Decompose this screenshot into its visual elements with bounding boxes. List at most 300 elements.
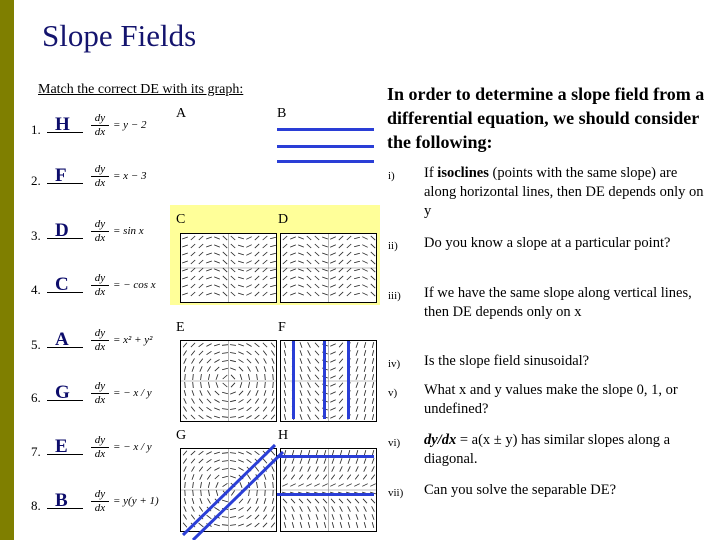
slope-field-h (280, 448, 377, 532)
slope-tick (372, 514, 374, 520)
slope-tick (183, 407, 186, 412)
slope-tick (308, 398, 311, 403)
slope-tick (300, 374, 302, 380)
slope-tick (214, 261, 220, 263)
slope-tick (330, 352, 335, 354)
slope-tick (191, 252, 195, 256)
slope-tick (299, 499, 303, 503)
slope-tick (372, 522, 374, 528)
slope-tick (248, 382, 249, 388)
slope-tick (347, 475, 351, 480)
slope-tick (307, 284, 311, 288)
slope-tick (230, 368, 236, 370)
slope-tick (206, 245, 212, 247)
row-answer: E (55, 436, 68, 457)
slope-tick (315, 351, 319, 356)
slope-tick (191, 236, 195, 240)
slope-tick (356, 398, 358, 404)
slope-tick (354, 253, 360, 255)
slope-tick (323, 475, 327, 480)
slope-field-c (180, 233, 277, 303)
slope-tick (291, 499, 295, 503)
slope-tick (356, 358, 358, 364)
slope-tick (191, 351, 195, 356)
slope-tick (308, 506, 311, 511)
slope-tick (354, 261, 360, 263)
slope-tick (200, 390, 202, 395)
slope-tick (201, 374, 202, 380)
slope-tick (292, 466, 295, 471)
slope-tick (284, 374, 285, 380)
match-row-3: 3. D $\frac{dy}{dx}$ = sin x (31, 218, 144, 244)
row-answer: D (55, 220, 69, 241)
slope-tick (372, 350, 373, 356)
slope-tick (239, 391, 243, 395)
slope-tick (330, 484, 335, 487)
row-answer: C (55, 274, 69, 295)
slope-tick (356, 350, 358, 356)
slope-tick (316, 522, 318, 528)
slope-tick (208, 382, 209, 388)
slope-tick (223, 375, 228, 379)
slope-tick (371, 475, 375, 480)
consider-heading: In order to determine a slope field from a differential equation, we should consider the following: (387, 84, 705, 152)
slope-tick (222, 353, 228, 354)
slope-tick (272, 398, 274, 403)
row-number: 8. (31, 498, 41, 513)
row-answer: F (55, 165, 67, 186)
slope-tick (299, 475, 303, 480)
slope-tick (223, 252, 227, 256)
slope-tick (214, 269, 220, 271)
row-number: 6. (31, 390, 41, 405)
slope-tick (255, 359, 258, 364)
slope-tick (298, 253, 304, 255)
slope-tick (223, 236, 227, 240)
slope-tick (371, 284, 375, 288)
slope-tick (283, 268, 287, 272)
slope-tick (307, 268, 311, 272)
slope-tick (300, 390, 302, 396)
slope-tick (347, 499, 351, 503)
slope-tick (290, 269, 296, 271)
slope-tick (290, 285, 296, 287)
slope-tick (246, 253, 251, 256)
slope-tick (238, 261, 244, 263)
slope-tick (182, 285, 188, 287)
slope-tick (238, 344, 244, 346)
slope-tick (214, 400, 219, 403)
slope-tick (322, 285, 328, 287)
slope-tick (315, 284, 319, 288)
slope-tick (231, 260, 235, 264)
slope-tick (184, 398, 187, 403)
slope-tick (191, 415, 195, 419)
slope-tick (315, 252, 319, 256)
slope-tick (332, 506, 335, 511)
slope-tick (322, 261, 328, 263)
slope-tick (356, 366, 358, 372)
slope-tick (330, 376, 335, 378)
slope-tick (292, 458, 294, 464)
slope-tick (354, 484, 359, 487)
slope-tick (315, 407, 319, 412)
slope-tick (247, 407, 252, 411)
slope-tick (255, 292, 259, 296)
slope-tick (247, 399, 251, 403)
slope-tick (324, 522, 326, 528)
slope-tick (230, 400, 236, 401)
slope-tick (322, 253, 328, 255)
slope-tick (183, 351, 186, 356)
slope-field-d (280, 233, 377, 303)
slope-tick (362, 237, 367, 240)
slope-tick (292, 506, 295, 511)
slope-tick (307, 244, 311, 248)
slope-tick (231, 244, 235, 248)
slope-tick (214, 237, 220, 239)
row-answer: G (55, 382, 70, 403)
slope-tick (356, 342, 358, 348)
slope-tick (330, 416, 335, 418)
slope-tick (183, 343, 187, 348)
slope-tick (316, 514, 318, 520)
slope-tick (355, 475, 359, 480)
slope-tick (206, 344, 211, 347)
slope-tick (193, 382, 194, 388)
slope-tick (291, 475, 295, 480)
slope-tick (308, 414, 311, 419)
slope-tick (300, 514, 302, 520)
slope-tick (271, 415, 275, 420)
slope-tick (206, 293, 212, 295)
slope-tick (201, 382, 202, 388)
slope-tick (339, 407, 343, 412)
match-instructions: Match the correct DE with its graph: (38, 82, 244, 97)
slope-tick (192, 366, 194, 372)
slope-tick (364, 406, 366, 412)
slope-tick (363, 499, 367, 503)
slope-tick (184, 366, 186, 372)
slope-tick (239, 399, 244, 402)
row-number: 4. (31, 282, 41, 297)
slope-tick (182, 237, 188, 239)
page-title: Slope Fields (42, 18, 197, 53)
slope-tick (257, 374, 258, 380)
slope-tick (300, 522, 302, 528)
slope-tick (207, 366, 210, 371)
slope-tick (340, 522, 342, 528)
slope-tick (364, 522, 366, 528)
slope-tick (372, 506, 375, 511)
slope-tick (332, 514, 334, 520)
slope-tick (316, 466, 319, 471)
slope-tick (330, 392, 335, 394)
plot-label-d: D (278, 212, 289, 227)
slope-tick (230, 353, 236, 354)
slope-tick (238, 269, 244, 271)
match-row-7: 7. E $\frac{dy}{dx}$ = − x / y (31, 434, 152, 460)
slope-tick (364, 350, 366, 356)
slope-tick (307, 499, 311, 503)
plot-label-e: E (176, 320, 185, 335)
slope-tick (324, 458, 326, 464)
slope-tick (264, 366, 266, 372)
slope-tick (338, 484, 343, 487)
slope-tick (332, 458, 334, 464)
slope-tick (362, 261, 367, 264)
slope-tick (339, 391, 343, 396)
slope-tick (331, 499, 335, 503)
slope-tick (290, 484, 295, 487)
slope-tick (185, 382, 186, 388)
slope-tick (263, 407, 267, 412)
slope-tick (290, 237, 296, 239)
slope-tick (206, 253, 212, 255)
slope-tick (364, 342, 366, 348)
slope-field-e (180, 340, 277, 422)
slope-tick (214, 352, 220, 354)
slope-tick (339, 375, 343, 380)
slope-tick (371, 244, 375, 248)
slope-tick (272, 366, 274, 372)
slope-tick (199, 284, 203, 288)
match-row-4: 4. C $\frac{dy}{dx}$ = − cos x (31, 272, 156, 298)
slope-tick (255, 343, 260, 347)
slope-tick (292, 514, 294, 520)
match-row-1: 1. H $\frac{dy}{dx}$ = y − 2 (31, 112, 147, 138)
slope-tick (371, 236, 375, 240)
slope-tick (315, 292, 319, 296)
match-row-2: 2. F $\frac{dy}{dx}$ = x − 3 (31, 163, 147, 189)
slope-tick (199, 292, 203, 296)
slope-tick (322, 277, 328, 279)
slope-tick (263, 244, 268, 248)
slope-tick (330, 261, 336, 263)
slope-tick (331, 475, 335, 480)
slope-tick (284, 414, 285, 420)
slope-tick (182, 277, 188, 279)
slope-tick (255, 399, 258, 404)
plot-label-c: C (176, 212, 186, 227)
slope-tick (271, 351, 274, 356)
plot-label-b: B (277, 106, 287, 121)
annotation-line (277, 160, 374, 163)
slope-tick (207, 407, 212, 410)
slope-tick (270, 277, 276, 279)
slope-tick (300, 398, 302, 404)
slope-tick (300, 406, 302, 412)
slope-tick (192, 358, 195, 363)
slope-tick (255, 276, 259, 280)
slope-tick (372, 374, 373, 380)
slope-tick (330, 293, 336, 295)
slope-tick (354, 285, 360, 287)
slope-tick (270, 237, 276, 239)
slope-tick (340, 466, 343, 471)
slope-tick (246, 245, 251, 248)
slope-tick (314, 484, 319, 487)
slope-tick (300, 366, 302, 372)
slope-tick (231, 252, 235, 256)
slope-tick (199, 268, 203, 272)
slope-tick (246, 344, 251, 347)
slope-tick (184, 390, 186, 396)
slope-tick (248, 390, 251, 395)
slope-tick (324, 466, 327, 471)
slope-tick (284, 366, 285, 372)
slope-tick (308, 350, 311, 355)
slope-tick (372, 398, 373, 404)
slope-tick (199, 399, 203, 404)
slope-tick (323, 499, 327, 503)
slope-tick (332, 466, 335, 471)
diagonal-annotation (175, 440, 285, 540)
slope-tick (371, 276, 375, 280)
slope-tick (238, 237, 244, 239)
slope-tick (255, 415, 260, 419)
slope-tick (223, 260, 227, 264)
row-number: 5. (31, 337, 41, 352)
slope-tick (284, 350, 285, 356)
slope-tick (307, 292, 311, 296)
slope-tick (315, 244, 319, 248)
slope-tick (182, 269, 188, 271)
slope-tick (315, 268, 319, 272)
slope-tick (322, 269, 328, 271)
slope-tick (362, 245, 367, 248)
slope-tick (315, 343, 319, 348)
sidebar-bar (0, 0, 14, 540)
slope-tick (248, 366, 251, 371)
slope-tick (315, 475, 319, 480)
slope-tick (300, 414, 302, 420)
slope-tick (255, 284, 259, 288)
slope-tick (339, 244, 343, 248)
slope-tick (206, 261, 212, 263)
slope-tick (257, 382, 258, 388)
slope-tick (308, 358, 311, 363)
slope-tick (255, 268, 259, 272)
annotation-line (292, 341, 295, 419)
slope-tick (247, 359, 251, 363)
slope-tick (300, 358, 302, 364)
slope-tick (347, 292, 351, 296)
slope-tick (372, 414, 373, 420)
slope-tick (222, 361, 228, 362)
slope-tick (372, 342, 373, 348)
slope-tick (182, 245, 188, 247)
slope-tick (192, 398, 195, 403)
slope-tick (298, 245, 304, 247)
slope-tick (348, 514, 350, 520)
slope-tick (240, 382, 242, 388)
annotation-line (347, 341, 350, 419)
slope-field-h-svg (281, 449, 376, 531)
slope-tick (240, 374, 242, 380)
slope-tick (191, 284, 195, 288)
slope-tick (340, 458, 342, 464)
slope-tick (324, 514, 326, 520)
slope-tick (347, 276, 351, 280)
slope-tick (263, 236, 268, 240)
slope-tick (356, 406, 358, 412)
slope-tick (330, 384, 335, 386)
slope-tick (322, 245, 328, 247)
slope-tick (339, 284, 343, 288)
slope-tick (300, 350, 302, 356)
slope-tick (239, 367, 243, 371)
slope-tick (354, 237, 360, 239)
slope-tick (223, 244, 227, 248)
slope-tick (300, 342, 302, 348)
slope-tick (255, 252, 259, 256)
slope-tick (199, 343, 204, 347)
slope-tick (371, 292, 375, 296)
slope-tick (346, 484, 351, 487)
slope-tick (356, 382, 358, 388)
slope-tick (263, 292, 268, 296)
slope-tick (263, 252, 268, 256)
slope-tick (222, 392, 228, 394)
slope-tick (214, 285, 220, 287)
slope-tick (207, 399, 211, 403)
slope-tick (330, 360, 335, 362)
slope-tick (330, 253, 336, 255)
slope-tick (330, 277, 336, 279)
slope-tick (364, 390, 366, 396)
slope-tick (315, 276, 319, 280)
slope-tick (215, 367, 219, 371)
slope-tick (199, 276, 203, 280)
slope-tick (191, 407, 195, 412)
slope-tick (231, 375, 235, 379)
slope-tick (255, 260, 259, 264)
annotation-line (277, 455, 374, 458)
slope-tick (290, 277, 296, 279)
slope-tick (308, 382, 311, 387)
slope-tick (191, 268, 195, 272)
slope-tick (330, 344, 335, 346)
slope-tick (199, 415, 204, 419)
plot-label-a: A (176, 106, 187, 121)
slope-tick (372, 390, 373, 396)
slope-tick (362, 269, 367, 272)
slope-tick (214, 344, 220, 346)
slope-tick (263, 351, 267, 356)
slope-tick (339, 367, 343, 372)
slope-tick (339, 399, 343, 404)
slope-tick (182, 253, 188, 255)
slope-tick (348, 506, 351, 511)
slope-tick (238, 293, 244, 295)
annotation-line (277, 128, 374, 131)
slope-tick (316, 458, 318, 464)
slope-tick (364, 366, 366, 372)
slope-tick (307, 260, 311, 264)
slope-tick (356, 506, 359, 511)
slope-tick (371, 252, 375, 256)
slope-tick (347, 284, 351, 288)
slope-tick (271, 343, 275, 348)
slope-tick (308, 342, 311, 347)
slope-tick (207, 351, 212, 354)
slope-tick (255, 351, 259, 355)
slope-tick (214, 416, 220, 418)
slope-tick (339, 260, 343, 264)
slope-tick (283, 276, 287, 280)
slope-tick (246, 285, 251, 288)
